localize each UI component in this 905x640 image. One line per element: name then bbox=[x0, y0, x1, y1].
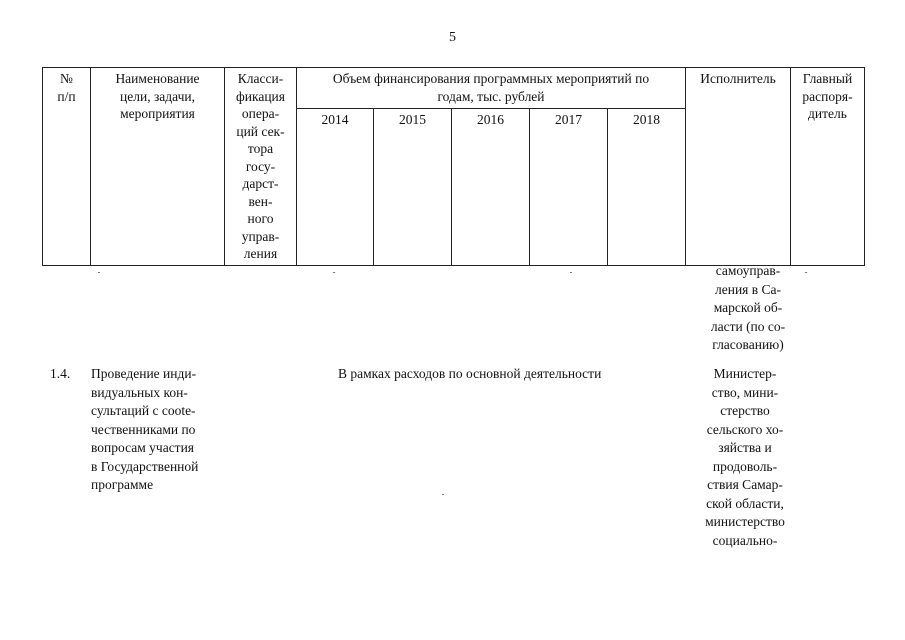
row-1-4-funding-note: В рамках расходов по основной деятельности bbox=[338, 366, 602, 381]
year-2014-header: 2014 bbox=[297, 108, 374, 265]
col-executor-header: Исполнитель bbox=[686, 68, 791, 266]
executor-continuation: самоуправ- ления в Са- марской об- ласти (по со- гласованию) bbox=[710, 263, 786, 352]
year-2015-header: 2015 bbox=[374, 108, 452, 265]
col-main-manager-header: Главный распоря- дитель bbox=[791, 68, 865, 266]
table-header bbox=[42, 67, 865, 266]
row-1-4-executor: Министер- ство, мини- стерство сельского хо- зяйства и продоволь- ствия Самар- ской области, министерство социально- bbox=[705, 366, 785, 548]
page-number: 5 bbox=[449, 30, 456, 45]
col-name-header: Наименование цели, задачи, мероприятия bbox=[91, 68, 225, 266]
col-classification-header: Класси- фикация опера- ций сек- тора госу- дарст- вен- ного управ- ления bbox=[225, 68, 297, 266]
col-number-header: № п/п bbox=[43, 68, 91, 266]
col-funding-header: Объем финансирования программных мероприятий по годам, тыс. рублей bbox=[297, 68, 686, 109]
year-2017-header: 2017 bbox=[530, 108, 608, 265]
row-1-4-name: Проведение инди- видуальных кон- сультаций с соote- чественниками по вопросам участия в Государственной программе bbox=[91, 366, 199, 492]
year-2016-header: 2016 bbox=[452, 108, 530, 265]
row-1-4-number: 1.4. bbox=[50, 366, 71, 381]
year-2018-header: 2018 bbox=[608, 108, 686, 265]
